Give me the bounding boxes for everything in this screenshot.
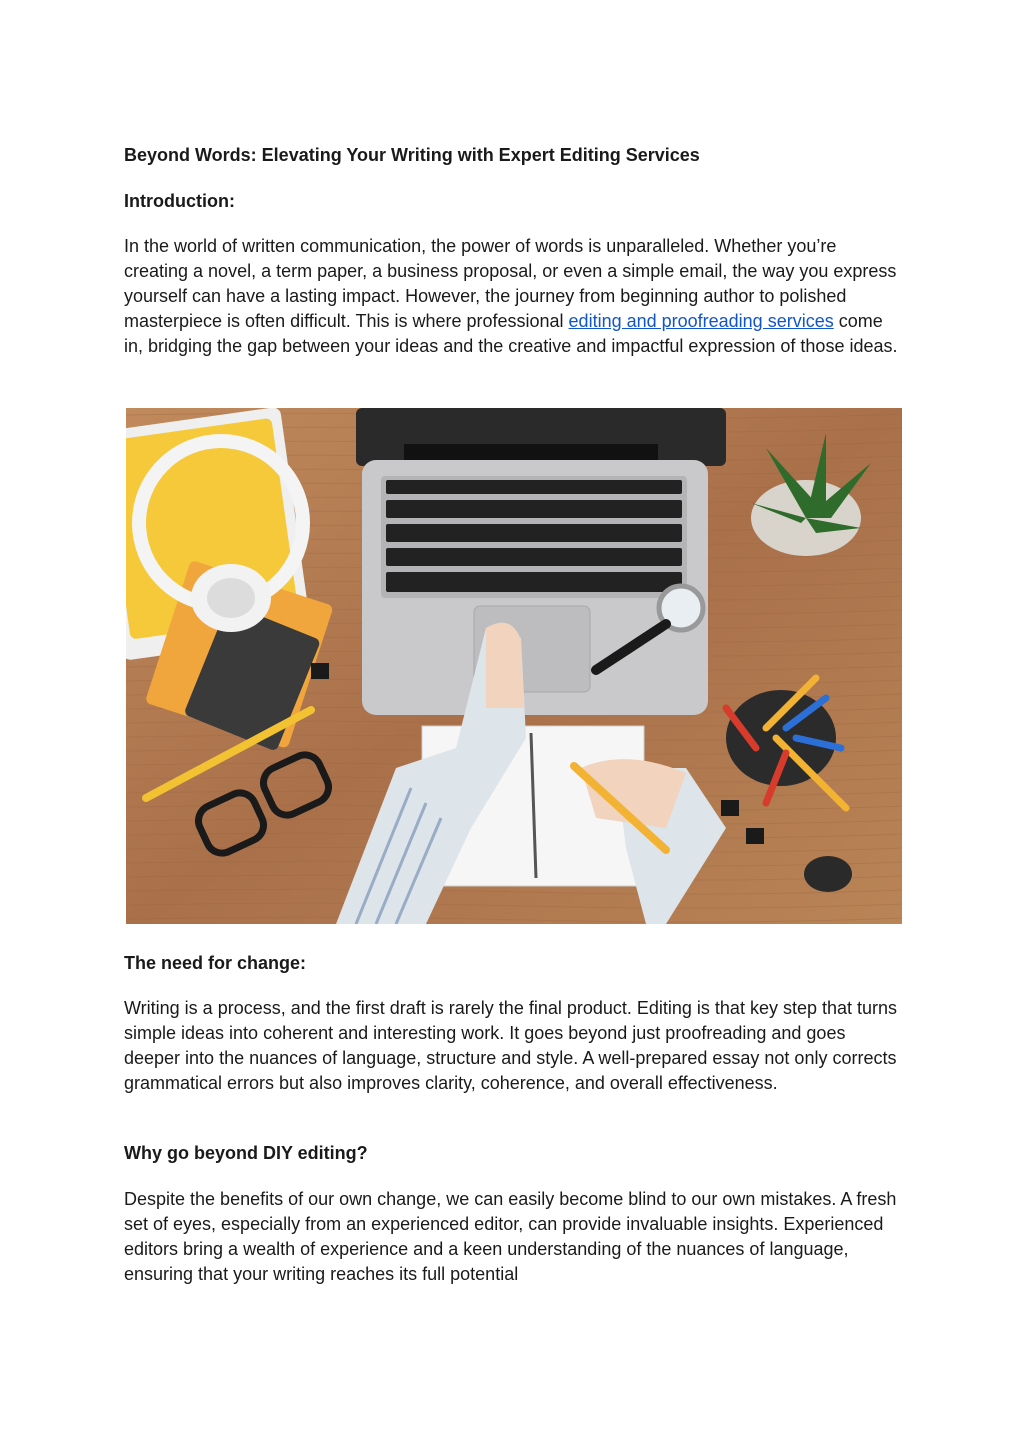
intro-text-after: come in, bridging the gap between your ideas and the creative and impactful expression of those ideas.: [124, 311, 898, 356]
intro-text-before: In the world of written communication, the power of words is unparalleled. Whether you’re creating a novel, a term paper, a business proposal, or even a simple email, the way you express yourself can have a lasting impact. However, the journey from beginning author to polished masterpiece is often difficult. This is where professional: [124, 236, 897, 331]
diy-editing-paragraph: Despite the benefits of our own change, we can easily become blind to our own mistakes. A fresh set of eyes, especially from an experienced editor, can provide invaluable insights. Experienced editors bring a wealth of experience and a keen understanding of the nuances of language, ensuring that your writing reaches its full potential: [124, 1189, 897, 1284]
need-for-change-paragraph: Writing is a process, and the first draft is rarely the final product. Editing is that key step that turns simple ideas into coherent and interesting work. It goes beyond just proofreading and goes deeper into the nuances of language, structure and style. A well-prepared essay not only corrects grammatical errors but also improves clarity, coherence, and overall effectiveness.: [124, 998, 898, 1093]
intro-heading: Introduction:: [124, 191, 235, 211]
document-title: Beyond Words: Elevating Your Writing with Expert Editing Services: [124, 145, 700, 165]
desk-photo: [126, 408, 902, 924]
intro-paragraph: [124, 234, 904, 359]
need-for-change-heading: The need for change:: [124, 953, 307, 973]
editing-services-link[interactable]: editing and proofreading services: [568, 311, 834, 331]
diy-editing-heading: Why go beyond DIY editing?: [124, 1143, 368, 1163]
